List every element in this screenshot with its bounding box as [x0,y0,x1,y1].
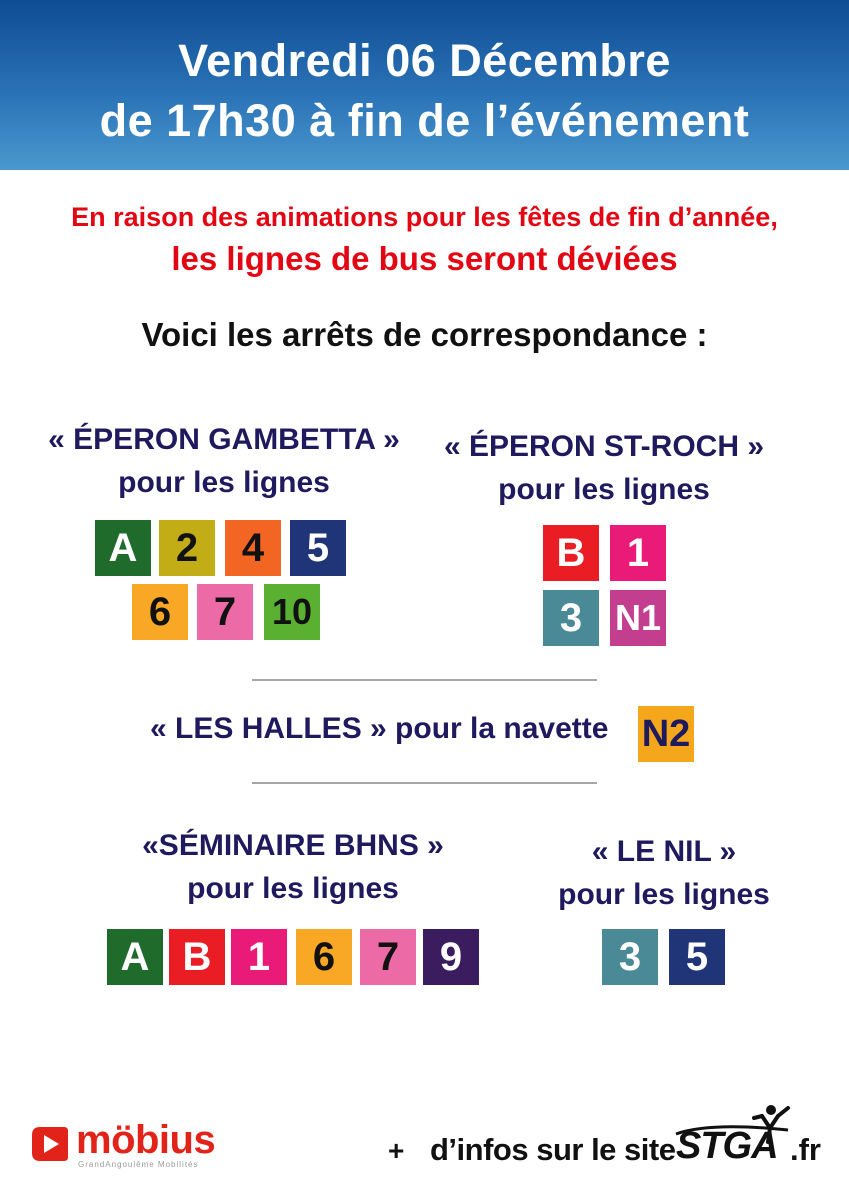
line-badge-5: 5 [290,520,346,576]
stop-halles-text: « LES HALLES » pour la navette [150,712,609,745]
footer-plus: + [388,1135,405,1166]
stop-gambetta-name: « ÉPERON GAMBETTA » [48,423,400,456]
line-badge-B: B [543,525,599,581]
line-badge-9: 9 [423,929,479,985]
line-badge-6: 6 [296,929,352,985]
mobius-brand: möbius [76,1118,216,1162]
intro-heading: Voici les arrêts de correspondance : [141,316,708,353]
stga-wordmark: STGA [676,1125,778,1167]
line-badge-A: A [107,929,163,985]
line-badge-B: B [169,929,225,985]
stop-strock-name: « ÉPERON ST-ROCH » [443,430,765,463]
footer-info-text: d’infos sur le site [430,1132,676,1167]
line-badge-7: 7 [197,584,253,640]
line-badge-6: 6 [132,584,188,640]
stop-seminaire-name: «SÉMINAIRE BHNS » [142,829,444,862]
stop-nil-name: « LE NIL » [591,835,737,868]
divider-bottom [252,782,597,784]
line-badge-5: 5 [669,929,725,985]
line-badge-3: 3 [543,590,599,646]
line-badge-N1: N1 [610,590,666,646]
line-badge-3: 3 [602,929,658,985]
notice-line-2: les lignes de bus seront déviées [171,240,678,277]
stop-strock-sub: pour les lignes [498,473,710,506]
line-badge-4: 4 [225,520,281,576]
line-badge-2: 2 [159,520,215,576]
header-banner [0,0,849,170]
stga-domain-suffix: .fr [790,1132,821,1167]
line-badge-1: 1 [231,929,287,985]
header-date: Vendredi 06 Décembre [178,35,671,86]
line-badge-10: 10 [264,584,320,640]
line-badge-A: A [95,520,151,576]
notice-line-1: En raison des animations pour les fêtes de fin d’année, [71,202,778,232]
divider-top [252,679,597,681]
stop-gambetta-sub: pour les lignes [118,466,330,499]
stop-seminaire-sub: pour les lignes [187,872,399,905]
line-badge-7: 7 [360,929,416,985]
mobius-tagline: GrandAngoulême Mobilités [78,1160,199,1169]
stop-nil-sub: pour les lignes [558,878,770,911]
line-badge-N2: N2 [638,706,694,762]
mobius-logo-icon [30,1124,70,1164]
header-time: de 17h30 à fin de l’événement [99,95,750,146]
line-badge-1: 1 [610,525,666,581]
